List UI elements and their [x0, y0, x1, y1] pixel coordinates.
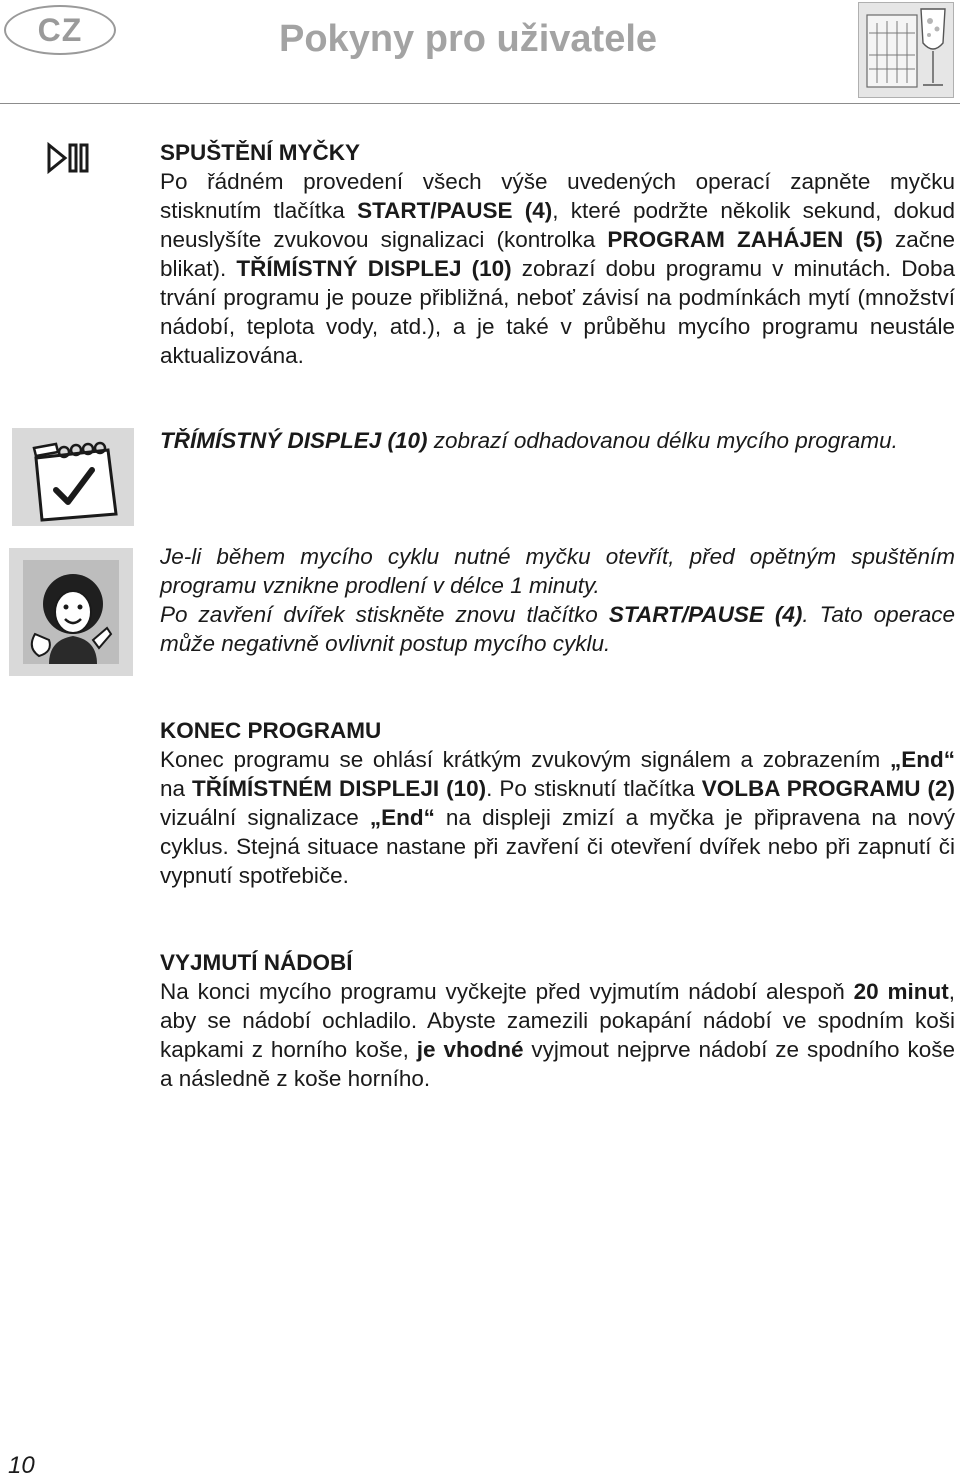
- section-note: [160, 426, 955, 455]
- paragraph: Konec programu se ohlásí krátkým zvukovým signálem a zobrazením „End“ na TŘÍMÍSTNÉM DISPLEJI (10). Po stisknutí tlačítka VOLBA PROGRAMU (2) vizuální signalizace „End“ na displeji zmizí a myčka je připravena na nový cyklus. Stejná situace nastane při zavření či otevření dvířek nebo při zapnutí či vypnutí spotřebiče.: [160, 747, 956, 888]
- section-heading: SPUŠTĚNÍ MYČKY: [160, 140, 361, 165]
- section-unload: [160, 948, 955, 1093]
- section-end: [160, 716, 955, 890]
- notepad-check-icon: [12, 428, 134, 526]
- section-tip: [160, 542, 955, 658]
- paragraph: Na konci mycího programu vyčkejte před vyjmutím nádobí alespoň 20 minut, aby se nádobí ochladilo. Abyste zamezili pokapání nádobí ve spodním koši kapkami z horního koše, je vhodné vyjmout nejprve nádobí ze spodního koše a následně z koše horního.: [160, 979, 955, 1091]
- paragraph: Je-li během mycího cyklu nutné myčku otevřít, před opětným spuštěním programu vznikne prodlení v délce 1 minuty.: [160, 544, 955, 598]
- paragraph: TŘÍMÍSTNÝ DISPLEJ (10) zobrazí odhadovanou délku mycího programu.: [160, 428, 898, 453]
- paragraph: Po řádném provedení všech výše uvedených operací zapněte myčku stisknutím tlačítka START/PAUSE (4), které podržte několik sekund, dokud neuslyšíte zvukovou signalizaci (kontrolka PROGRAM ZAHÁJEN (5) začne blikat). TŘÍMÍSTNÝ DISPLEJ (10) zobrazí dobu programu v minutách. Doba trvání programu je pouze přibližná, neboť závisí na podmínkách mytí (množství nádobí, teplota vody, atd.), a je také v průběhu mycího programu neustále aktualizována.: [160, 169, 956, 368]
- woman-tip-icon: [9, 548, 133, 676]
- section-start: [160, 138, 955, 370]
- header-divider: [0, 103, 960, 104]
- play-pause-icon: [46, 140, 92, 176]
- dishwasher-glass-logo-icon: [858, 2, 954, 98]
- section-heading: VYJMUTÍ NÁDOBÍ: [160, 950, 353, 975]
- language-badge: CZ: [4, 5, 116, 55]
- paragraph: Po zavření dvířek stiskněte znovu tlačítko START/PAUSE (4). Tato operace může negativně ovlivnit postup mycího cyklu.: [160, 602, 955, 656]
- page-title: Pokyny pro uživatele: [279, 18, 658, 60]
- page-number: 10: [8, 1452, 35, 1479]
- section-heading: KONEC PROGRAMU: [160, 718, 382, 743]
